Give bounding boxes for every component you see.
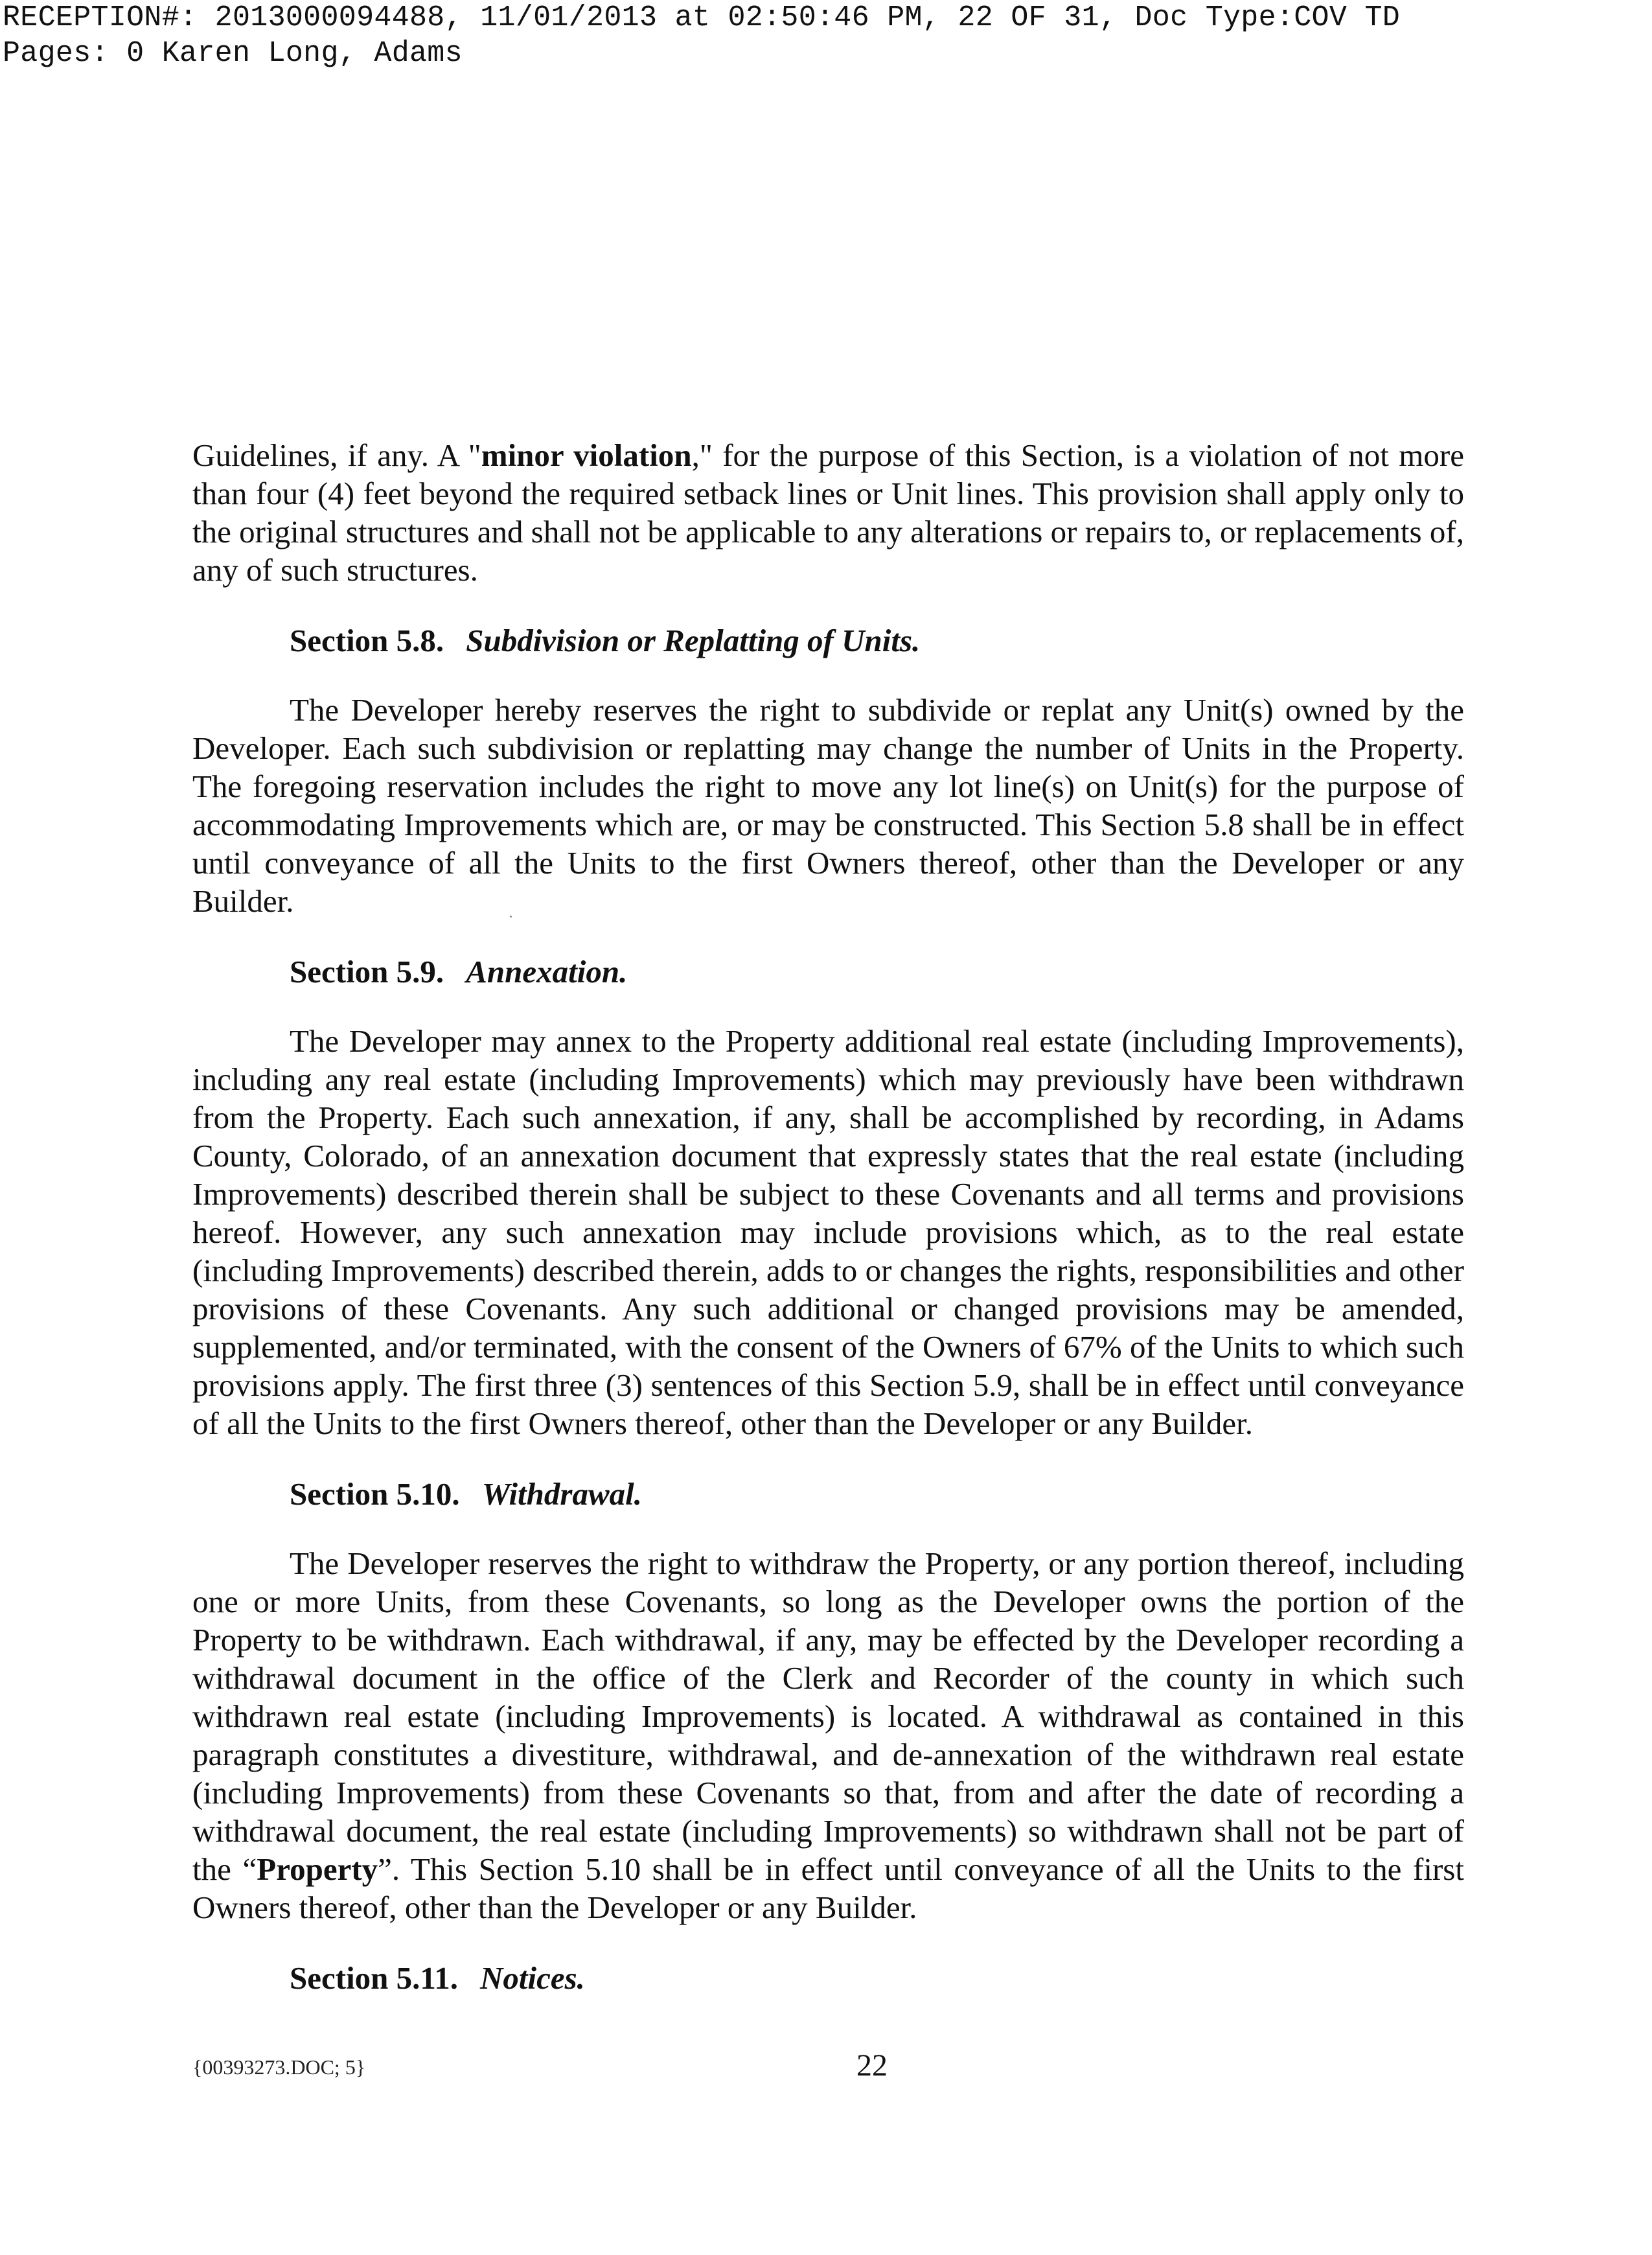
reception-stamp-line1: RECEPTION#: 2013000094488, 11/01/2013 at 02:50:46 PM, 22 OF 31, Doc Type:COV TD: [3, 1, 1401, 34]
section-5-10-text-before: The Developer reserves the right to withdraw the Property, or any portion thereof, including one or more Units, from these Covenants, so long as the Developer owns the portion of the Property to be withdrawn. Each withdrawal, if any, may be effected by the Developer recording a withdrawal document in the office of the Clerk and Recorder of the county in which such withdrawn real estate (including Improvements) is located. A withdrawal as contained in this paragraph constitutes a divestiture, withdrawal, and de-annexation of the withdrawn real estate (including Improvements) from these Covenants so that, from and after the date of recording a withdrawal document, the real estate (including Improvements) so withdrawn shall not be part of the “: [192, 1545, 1464, 1887]
section-title: Notices.: [479, 1960, 585, 1996]
reception-stamp-line2: Pages: 0 Karen Long, Adams: [3, 37, 463, 70]
section-heading-5-11: [192, 1959, 1464, 1997]
section-number: Section 5.10.: [290, 1476, 460, 1512]
section-number: Section 5.8.: [290, 623, 444, 658]
section-heading-5-10: [192, 1475, 1464, 1513]
section-heading-5-9: [192, 953, 1464, 991]
section-title: Subdivision or Replatting of Units.: [466, 623, 921, 658]
section-5-10-text: [192, 1544, 1464, 1926]
reception-stamp: [3, 0, 1400, 71]
section-number: Section 5.11.: [290, 1960, 458, 1996]
section-title: Annexation.: [466, 954, 628, 989]
section-5-9-text: The Developer may annex to the Property additional real estate (including Improvements), including any real estate (including Improvements) which may previously have been withdrawn from the Property. Each such annexation, if any, shall be accomplished by recording, in Adams County, Colorado, of an annexation document that expressly states that the real estate (including Improvements) described therein shall be subject to these Covenants and all terms and provisions hereof. However, any such annexation may include provisions which, as to the real estate (including Improvements) described therein, adds to or changes the rights, responsibilities and other provisions of these Covenants. Any such additional or changed provisions may be amended, supplemented, and/or terminated, with the consent of the Owners of 67% of the Units to which such provisions apply. The first three (3) sentences of this Section 5.9, shall be in effect until conveyance of all the Units to the first Owners thereof, other than the Developer or any Builder.: [192, 1023, 1464, 1441]
section-number: Section 5.9.: [290, 954, 444, 989]
section-5-10-text-after: ”. This Section 5.10 shall be in effect until conveyance of all the Units to the first Owners thereof, other than the Developer or any Builder.: [192, 1851, 1464, 1925]
paragraph-minor-violation-before: Guidelines, if any. A ": [192, 437, 481, 473]
term-minor-violation: minor violation: [481, 437, 692, 473]
footer-page-number: 22: [856, 2048, 888, 2083]
scan-speck: [510, 916, 512, 918]
footer-doc-id: {00393273.DOC; 5}: [192, 2055, 366, 2079]
paragraph-minor-violation: [192, 436, 1464, 589]
paragraph-minor-violation-after: ," for the purpose of this Section, is a violation of not more than four (4) feet beyond the required setback lines or Unit lines. This provision shall apply only to the original structures and shall not be applicable to any alterations or repairs to, or replacements of, any of such structures.: [192, 437, 1464, 588]
section-heading-5-8: [192, 621, 1464, 660]
document-body: [192, 436, 1464, 1997]
section-title: Withdrawal.: [481, 1476, 643, 1512]
section-5-8-text: The Developer hereby reserves the right to subdivide or replat any Unit(s) owned by the Developer. Each such subdivision or replatting may change the number of Units in the Property. The foregoing reservation includes the right to move any lot line(s) on Unit(s) for the purpose of accommodating Improvements which are, or may be constructed. This Section 5.8 shall be in effect until conveyance of all the Units to the first Owners thereof, other than the Developer or any Builder.: [192, 692, 1464, 919]
term-property: Property: [257, 1851, 378, 1887]
